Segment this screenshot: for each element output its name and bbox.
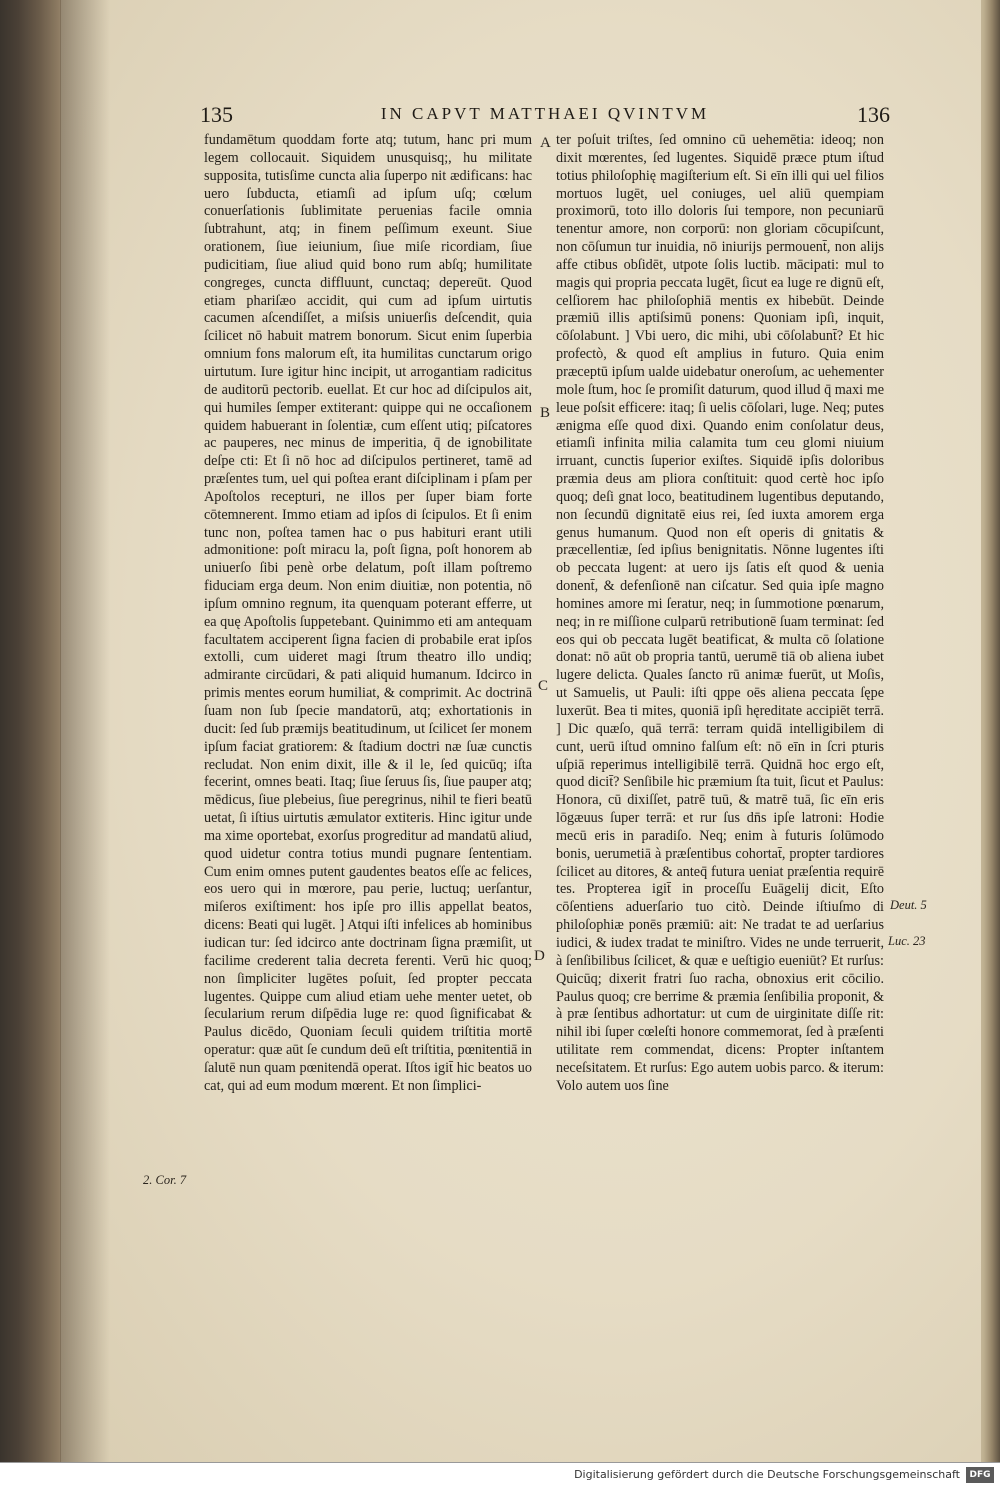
text-column-right [556, 132, 884, 1096]
column-text-left: fundamētum quoddam forte atq; tutum, hanc pri mum legem collocauit. Siquidem unusquisq;, hu militate supposita, tutisſime cuncta alia ſuperpo nit ædificans: hac uero ſubducta, etiamſi ad ipſum uſq; cœlum conuerſationis ſublimitate peruenias facile omnia ſubtrahunt, atq; in finem peſſimum exeunt. Siue orationem, ſiue ieiunium, ſiue miſe ricordiam, ſiue pudicitiam, ſiue aliud quid bono rum abſq; humilitate congreges, cuncta diffluunt, cunctaq; depereūt. Quod etiam phariſæo accidit, qui cum ad ipſum uirtutis cacumen aſcendiſſet, a miſsis uniuerſis deſcendit, quia ſcilicet nō habuit matrem bonorum. Sicut enim ſuperbia omnium fons malorum eſt, ita humilitas cunctarum origo uirtutum. Iure igitur hinc incipit, ut arrogantiam radicitus de auditorū pectorib. euellat. Et cur hoc ad diſcipulos ait, qui humiles ſemper extiterant: quippe qui ne occaſionem quidem habuerant in ſolentiæ, cum eſſent utiq; piſcatores ac pauperes, nec minus de imperitia, q̄ de ignobilitate deſpe cti: Et ſi nō hoc ad diſcipulos pertineret, tamē ad præſentes tum, uel qui poſtea erant diſciplinam i pſam per Apoſtolos recepturi, ne illos per ſuper biam forte cōtemnerent. Immo etiam ad ipſos di ſcipulos. Et ſi enim tunc non, poſtea tamen hac o pus habituri erant utili admonitione: poſt miracu la, poſt ſigna, poſt honorem ab uniuerſo ſibi penè orbe delatum, poſt illam poſtremo fiduciam erga deum. Non enim diuitiæ, non potentia, nō ipſum omnino regnum, ita quenquam poterant efferre, ut ea quę Apoſtolis ſuppetebant. Quinimmo eti am antequam facultatem acciperent ſigna facien di probabile erat ipſos extolli, cum uideret magi ſtrum theatro illo undiq; admirante circūdari, & pati aliquid humanum. Idcirco in primis mentes eorum humiliat, & comprimit. Ac doctrinā ſuam non ſub ſpecie mandatorū, atq; exhortationis in ducit: ſed ſub præmijs beatitudinum, ut ſcilicet ſer monem ipſum faciat gratiorem: & ſtadium doctri næ ſuæ cunctis recludat. Non enim dixit, ille & il le, ſed quicūq; iſta fecerint, omnes beati. Itaq; ſiue ſeruus ſis, ſiue pauper atq; mēdicus, ſiue plebeius, ſiue peregrinus, nihil te fieri beatū uetat, ſi iſtius uirtutis æmulator extiteris. Hinc igitur unde ma xime oportebat, exorſus progreditur ad mandatū aliud, quod uidetur contra totius mundi pugnare ſententiam. Cum enim omnes putent gaudentes beatos eſſe ac felices, eos uero qui in mœrore, pau perie, luctuq; uerſantur, miſeros exiſtiment: hos ipſe pro illis appellat beatos, dicens: Beati qui lugēt. ] Atqui iſti infelices ab hominibus iudican tur: ſed idcirco ante doctrinam ſigna præmiſit, ut facilime crederent talia decreta ferenti. Verū hic quoq; non ſimpliciter lugētes poſuit, ſed propter peccata lugentes. Quippe cum aliud etiam uehe menter uetet, ob ſecularium rerum diſpēdia luge re: quod ſignificabat & Paulus dicēdo, Quoniam ſeculi quidem triſtitia mortē operatur: quæ aūt ſe cundum deū eſt triſtitia, pœnitentiā in ſalutē nun quam pœnitendā operat. Iſtos igit̄ hic beatos uo cat, qui ad eum modum mœrent. Et non ſimplici- [204, 132, 532, 1094]
text-column-left [204, 132, 532, 1096]
running-title: IN CAPVT MATTHAEI QVINTVM [380, 104, 710, 123]
column-text-right: ter poſuit triſtes, ſed omnino cū uehemētia: ideoq; non dixit mœrentes, ſed lugentes. Siquidē præce ptum iſtud totius philoſophię magiſterium eſt. Si eīn illi qui uel filios mortuos lugēt, uel coniuges, uel aliū quempiam proximorū, toto illo doloris ſui tempore, non pecuniarū tenentur amore, non corporū: non gloriam cōcupiſcunt, non cōſumun tur inuidia, nō iniurijs permouent̄, non alijs affe ctibus obſidēt, utpote ſolis luctib. mācipati: mul to magis qui propria peccata lugēt, ſicut ea luge re dignū eſt, celſiorem hac philoſophiā mentis ex hibebūt. Deinde præmiū illis aptiſsimū ponens: Quoniam ipſi, inquit, cōſolabunt. ] Vbi uero, dic mihi, ubi cōſolabunt̄? Et hic profectò, & quod eſt amplius in futuro. Quia enim præceptū ipſum ualde uidebatur oneroſum, ac uehementer mole ſtum, hoc ſe promiſit daturum, quod illud q̄ maxi me leue poſsit efficere: itaq; ſi uelis cōſolari, luge. Neq; putes ænigma eſſe quod dixi. Quando enim conſolatur deus, etiamſi infinita milia calamita tum ceu glomi niuium irruant, cunctis ſuperior exiſtes. Siquidē ipſis doloribus præmia deus am pliora conſtituit: quod certè hoc ipſo quoq; deſi gnat loco, beatitudinem lugentibus deputando, non ſecundū dignitatē eius rei, ſed iuxta amorem erga genus humanum. Quod non eſt operis di gnitatis & præcellentiæ, ſed ipſius benignitatis. Nōnne lugentes iſti ob peccata lugent: at uero ijs ſatis eſt quod & uenia donent̄, & defenſionē nan ciſcatur. Sed quia ipſe magno homines amore mi ſeratur, neq; in ſummotione pœnarum, neq; in re miſſione culparū retributionē ſuam terminat: ſed eos qui ob peccata lugēt beatificat, & multa cō ſolatione donat: nō aūt ob propria tantū, uerumē tiā ob aliena iubet lugere delicta. Quales ſancto rū animæ fuerūt, ut Moſis, ut Samuelis, ut Pauli: iſti qppe oēs aliena peccata ſępe luxerūt. Bea ti mites, quoniā ipſi hęreditate accipiēt terrā. ] Dic quæſo, quā terrā: terram quidā intelligibilem di cunt, uerū iſtud omnino falſum eſt: nō eīn in ſcri pturis uſpiā reperimus intelligibilē terrā. Quidnā hoc ergo eſt, quod dicit̄? Senſibile hic præmium ſta tuit, ſicut et Paulus: Honora, cū dixiſſet, patrē tuū, & matrē tuā, ſic eīn eris lōgæuus ſuper terrā: et rur ſus dn̄s ipſe latroni: Hodie mecū eris in paradiſo. Neq; enim à futuris ſolūmodo bonis, uerumetiā à præſentibus cohortat̄, propter tardiores ſcilicet au ditores, & anteq̄ futura ueniat præſentia requirē tes. Propterea igit̄ in proceſſu Euāgelij dicit, Eſto cōſentiens aduerſario tuo citò. Deinde iſtiuſmo di philoſophiæ ponēs præmiū: ait: Ne tradat te ad uerſarius iudici, & iudex tradat te miniſtro. Vides ne unde terruerit, à ſenſibilibus ſcilicet, & quæ e ueſtigio eueniūt? Et rurſus: Quicūq; dixerit fratri ſuo racha, obnoxius erit cōcilio. Paulus quoq; cre berrime & præmia ſenſibilia proponit, & à præ ſentibus adhortatur: ut cum de uirginitate diſſe rit: nihil ibi ſuper cœleſti honore commemorat, ſed à præſenti utilitate rem commendat, dicens: Propter inſtantem neceſsitatem. Et rurſus: Ego autem uobis parco. & iterum: Volo autem uos ſine [556, 132, 884, 1094]
dfg-logo: DFG [966, 1467, 994, 1483]
margin-note-luc23: Luc. 23 [888, 934, 926, 948]
funding-notice: Digitalisierung gefördert durch die Deutsche Forschungsgemeinschaft [574, 1468, 960, 1481]
section-letter-b: B [540, 405, 551, 421]
section-letter-c: C [538, 678, 549, 694]
folio-left: 135 [200, 102, 233, 127]
section-letter-d: D [534, 948, 545, 964]
margin-note-2cor7: 2. Cor. 7 [143, 1173, 187, 1187]
footer-bar [0, 1462, 1000, 1488]
margin-note-deut5: Deut. 5 [890, 898, 927, 912]
section-letter-a: A [540, 135, 551, 151]
running-head [200, 102, 890, 132]
folio-right: 136 [857, 102, 890, 127]
